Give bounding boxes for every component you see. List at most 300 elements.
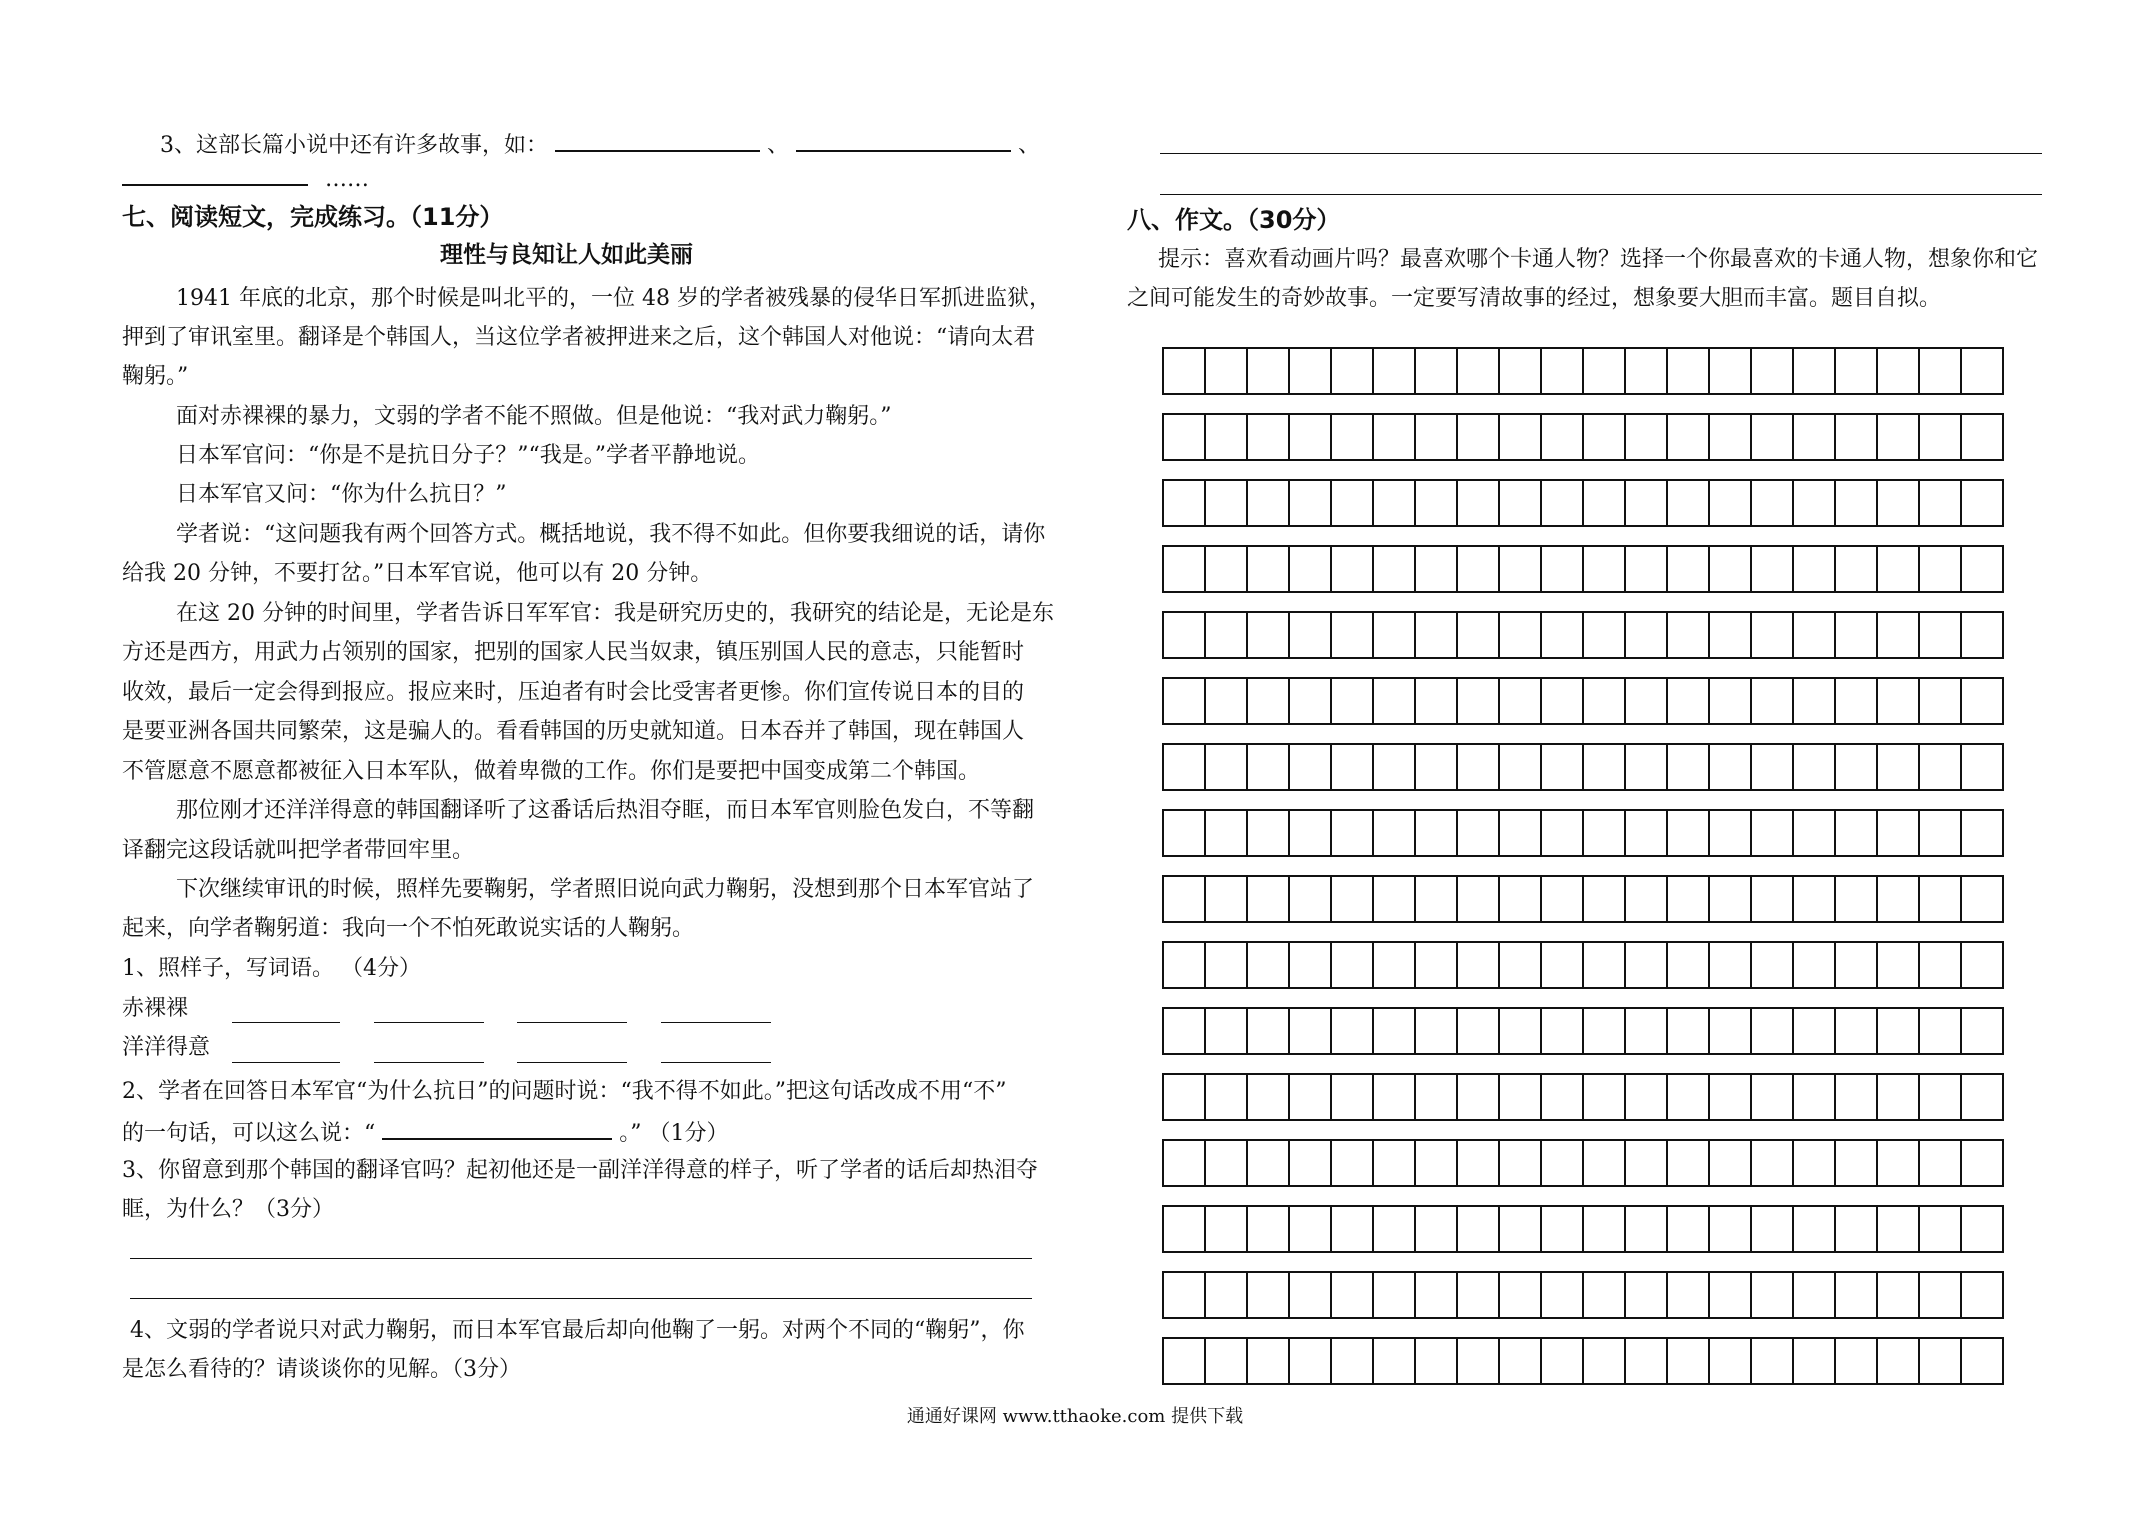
grid-cell[interactable] [1332, 943, 1374, 987]
grid-cell[interactable] [1542, 1273, 1584, 1317]
grid-cell[interactable] [1878, 349, 1920, 393]
grid-cell[interactable] [1878, 415, 1920, 459]
grid-cell[interactable] [1668, 811, 1710, 855]
grid-cell[interactable] [1248, 943, 1290, 987]
grid-cell[interactable] [1836, 1009, 1878, 1053]
grid-cell[interactable] [1416, 679, 1458, 723]
grid-cell[interactable] [1290, 1339, 1332, 1383]
grid-cell[interactable] [1920, 1141, 1962, 1185]
grid-cell[interactable] [1248, 349, 1290, 393]
grid-cell[interactable] [1164, 1207, 1206, 1251]
grid-cell[interactable] [1962, 415, 2004, 459]
grid-cell[interactable] [1668, 415, 1710, 459]
grid-cell[interactable] [1164, 1339, 1206, 1383]
grid-cell[interactable] [1962, 811, 2004, 855]
grid-cell[interactable] [1626, 679, 1668, 723]
grid-cell[interactable] [1164, 481, 1206, 525]
grid-cell[interactable] [1458, 1141, 1500, 1185]
grid-cell[interactable] [1962, 349, 2004, 393]
grid-cell[interactable] [1584, 1141, 1626, 1185]
grid-cell[interactable] [1542, 745, 1584, 789]
grid-cell[interactable] [1626, 1339, 1668, 1383]
grid-cell[interactable] [1668, 1207, 1710, 1251]
grid-cell[interactable] [1164, 943, 1206, 987]
grid-cell[interactable] [1752, 613, 1794, 657]
grid-cell[interactable] [1374, 679, 1416, 723]
grid-cell[interactable] [1584, 613, 1626, 657]
grid-cell[interactable] [1458, 679, 1500, 723]
grid-cell[interactable] [1500, 481, 1542, 525]
grid-cell[interactable] [1920, 415, 1962, 459]
grid-cell[interactable] [1500, 613, 1542, 657]
grid-cell[interactable] [1290, 745, 1332, 789]
grid-cell[interactable] [1752, 811, 1794, 855]
grid-cell[interactable] [1416, 415, 1458, 459]
grid-cell[interactable] [1206, 1009, 1248, 1053]
grid-cell[interactable] [1836, 481, 1878, 525]
answer-blank[interactable] [517, 1022, 627, 1023]
grid-cell[interactable] [1752, 1075, 1794, 1119]
grid-cell[interactable] [1500, 943, 1542, 987]
grid-cell[interactable] [1290, 1273, 1332, 1317]
grid-cell[interactable] [1836, 1339, 1878, 1383]
grid-cell[interactable] [1920, 481, 1962, 525]
grid-cell[interactable] [1206, 1141, 1248, 1185]
grid-cell[interactable] [1794, 1273, 1836, 1317]
grid-cell[interactable] [1794, 1009, 1836, 1053]
grid-cell[interactable] [1710, 745, 1752, 789]
grid-cell[interactable] [1752, 415, 1794, 459]
grid-cell[interactable] [1290, 1141, 1332, 1185]
grid-cell[interactable] [1248, 547, 1290, 591]
grid-cell[interactable] [1332, 1339, 1374, 1383]
grid-cell[interactable] [1164, 1075, 1206, 1119]
grid-cell[interactable] [1500, 679, 1542, 723]
grid-cell[interactable] [1752, 943, 1794, 987]
grid-cell[interactable] [1626, 1009, 1668, 1053]
grid-cell[interactable] [1920, 1339, 1962, 1383]
grid-cell[interactable] [1458, 349, 1500, 393]
grid-cell[interactable] [1206, 745, 1248, 789]
grid-cell[interactable] [1458, 1339, 1500, 1383]
grid-cell[interactable] [1668, 1075, 1710, 1119]
grid-cell[interactable] [1752, 481, 1794, 525]
grid-cell[interactable] [1206, 415, 1248, 459]
grid-cell[interactable] [1584, 481, 1626, 525]
grid-cell[interactable] [1962, 613, 2004, 657]
grid-cell[interactable] [1878, 745, 1920, 789]
grid-cell[interactable] [1626, 415, 1668, 459]
grid-cell[interactable] [1920, 349, 1962, 393]
grid-cell[interactable] [1332, 679, 1374, 723]
grid-cell[interactable] [1878, 547, 1920, 591]
answer-blank[interactable] [374, 1022, 484, 1023]
grid-cell[interactable] [1920, 811, 1962, 855]
grid-cell[interactable] [1332, 1009, 1374, 1053]
grid-cell[interactable] [1416, 349, 1458, 393]
grid-cell[interactable] [1794, 547, 1836, 591]
grid-cell[interactable] [1416, 547, 1458, 591]
answer-blank[interactable] [374, 1062, 484, 1063]
answer-blank[interactable] [555, 128, 760, 152]
grid-cell[interactable] [1416, 1141, 1458, 1185]
grid-cell[interactable] [1332, 1273, 1374, 1317]
grid-cell[interactable] [1920, 745, 1962, 789]
grid-cell[interactable] [1584, 745, 1626, 789]
grid-cell[interactable] [1584, 1273, 1626, 1317]
grid-cell[interactable] [1752, 547, 1794, 591]
grid-cell[interactable] [1164, 349, 1206, 393]
grid-cell[interactable] [1458, 1009, 1500, 1053]
grid-cell[interactable] [1416, 943, 1458, 987]
grid-cell[interactable] [1752, 679, 1794, 723]
grid-cell[interactable] [1752, 877, 1794, 921]
grid-cell[interactable] [1962, 1141, 2004, 1185]
grid-cell[interactable] [1752, 1207, 1794, 1251]
grid-cell[interactable] [1836, 1075, 1878, 1119]
grid-cell[interactable] [1500, 415, 1542, 459]
grid-cell[interactable] [1290, 1207, 1332, 1251]
grid-cell[interactable] [1416, 613, 1458, 657]
grid-cell[interactable] [1164, 745, 1206, 789]
grid-cell[interactable] [1710, 613, 1752, 657]
answer-blank[interactable] [661, 1062, 771, 1063]
grid-cell[interactable] [1542, 1339, 1584, 1383]
grid-cell[interactable] [1374, 1207, 1416, 1251]
grid-cell[interactable] [1458, 877, 1500, 921]
grid-cell[interactable] [1164, 679, 1206, 723]
grid-cell[interactable] [1962, 1075, 2004, 1119]
grid-cell[interactable] [1584, 1339, 1626, 1383]
grid-cell[interactable] [1332, 745, 1374, 789]
answer-blank[interactable] [382, 1116, 612, 1140]
grid-cell[interactable] [1206, 1339, 1248, 1383]
grid-cell[interactable] [1710, 481, 1752, 525]
grid-cell[interactable] [1878, 1339, 1920, 1383]
grid-cell[interactable] [1164, 613, 1206, 657]
grid-cell[interactable] [1374, 943, 1416, 987]
grid-cell[interactable] [1962, 877, 2004, 921]
grid-cell[interactable] [1248, 1075, 1290, 1119]
grid-cell[interactable] [1794, 613, 1836, 657]
grid-cell[interactable] [1248, 679, 1290, 723]
grid-cell[interactable] [1962, 943, 2004, 987]
grid-cell[interactable] [1584, 1075, 1626, 1119]
grid-cell[interactable] [1290, 1075, 1332, 1119]
grid-cell[interactable] [1542, 349, 1584, 393]
grid-cell[interactable] [1206, 481, 1248, 525]
grid-cell[interactable] [1206, 613, 1248, 657]
grid-cell[interactable] [1164, 1273, 1206, 1317]
grid-cell[interactable] [1248, 415, 1290, 459]
grid-cell[interactable] [1374, 1075, 1416, 1119]
grid-cell[interactable] [1164, 415, 1206, 459]
grid-cell[interactable] [1374, 481, 1416, 525]
grid-cell[interactable] [1542, 1075, 1584, 1119]
grid-cell[interactable] [1500, 1009, 1542, 1053]
grid-cell[interactable] [1164, 877, 1206, 921]
grid-cell[interactable] [1416, 1075, 1458, 1119]
grid-cell[interactable] [1416, 1339, 1458, 1383]
grid-cell[interactable] [1878, 679, 1920, 723]
grid-cell[interactable] [1164, 547, 1206, 591]
grid-cell[interactable] [1164, 1141, 1206, 1185]
grid-cell[interactable] [1584, 943, 1626, 987]
grid-cell[interactable] [1458, 1207, 1500, 1251]
grid-cell[interactable] [1920, 613, 1962, 657]
grid-cell[interactable] [1500, 811, 1542, 855]
grid-cell[interactable] [1584, 349, 1626, 393]
grid-cell[interactable] [1836, 1141, 1878, 1185]
grid-cell[interactable] [1584, 1009, 1626, 1053]
grid-cell[interactable] [1332, 547, 1374, 591]
grid-cell[interactable] [1458, 1273, 1500, 1317]
grid-cell[interactable] [1626, 613, 1668, 657]
grid-cell[interactable] [1248, 1339, 1290, 1383]
grid-cell[interactable] [1710, 943, 1752, 987]
grid-cell[interactable] [1668, 1141, 1710, 1185]
grid-cell[interactable] [1332, 1075, 1374, 1119]
answer-blank[interactable] [796, 128, 1011, 152]
grid-cell[interactable] [1668, 481, 1710, 525]
grid-cell[interactable] [1416, 811, 1458, 855]
grid-cell[interactable] [1668, 1009, 1710, 1053]
grid-cell[interactable] [1836, 415, 1878, 459]
grid-cell[interactable] [1374, 1273, 1416, 1317]
answer-blank[interactable] [232, 1062, 340, 1063]
grid-cell[interactable] [1542, 613, 1584, 657]
grid-cell[interactable] [1878, 1207, 1920, 1251]
grid-cell[interactable] [1416, 1207, 1458, 1251]
grid-cell[interactable] [1458, 415, 1500, 459]
grid-cell[interactable] [1374, 1009, 1416, 1053]
grid-cell[interactable] [1542, 1009, 1584, 1053]
grid-cell[interactable] [1752, 349, 1794, 393]
grid-cell[interactable] [1920, 1075, 1962, 1119]
grid-cell[interactable] [1710, 1075, 1752, 1119]
grid-cell[interactable] [1332, 481, 1374, 525]
grid-cell[interactable] [1836, 943, 1878, 987]
grid-cell[interactable] [1710, 1141, 1752, 1185]
grid-cell[interactable] [1206, 547, 1248, 591]
grid-cell[interactable] [1500, 1273, 1542, 1317]
grid-cell[interactable] [1794, 745, 1836, 789]
grid-cell[interactable] [1248, 877, 1290, 921]
grid-cell[interactable] [1248, 1141, 1290, 1185]
grid-cell[interactable] [1668, 613, 1710, 657]
grid-cell[interactable] [1584, 679, 1626, 723]
grid-cell[interactable] [1962, 547, 2004, 591]
grid-cell[interactable] [1794, 1075, 1836, 1119]
grid-cell[interactable] [1794, 1207, 1836, 1251]
grid-cell[interactable] [1962, 1273, 2004, 1317]
grid-cell[interactable] [1878, 1273, 1920, 1317]
grid-cell[interactable] [1836, 877, 1878, 921]
grid-cell[interactable] [1290, 349, 1332, 393]
grid-cell[interactable] [1878, 877, 1920, 921]
grid-cell[interactable] [1920, 1207, 1962, 1251]
grid-cell[interactable] [1878, 1141, 1920, 1185]
grid-cell[interactable] [1878, 811, 1920, 855]
grid-cell[interactable] [1374, 1339, 1416, 1383]
grid-cell[interactable] [1584, 877, 1626, 921]
answer-line[interactable] [1160, 153, 2042, 154]
grid-cell[interactable] [1962, 1207, 2004, 1251]
grid-cell[interactable] [1332, 877, 1374, 921]
grid-cell[interactable] [1626, 745, 1668, 789]
grid-cell[interactable] [1458, 481, 1500, 525]
grid-cell[interactable] [1500, 1075, 1542, 1119]
grid-cell[interactable] [1458, 547, 1500, 591]
grid-cell[interactable] [1500, 1141, 1542, 1185]
grid-cell[interactable] [1374, 547, 1416, 591]
grid-cell[interactable] [1752, 1339, 1794, 1383]
grid-cell[interactable] [1710, 1273, 1752, 1317]
grid-cell[interactable] [1752, 1009, 1794, 1053]
grid-cell[interactable] [1668, 943, 1710, 987]
grid-cell[interactable] [1794, 679, 1836, 723]
grid-cell[interactable] [1626, 943, 1668, 987]
answer-blank[interactable] [122, 162, 308, 186]
grid-cell[interactable] [1836, 811, 1878, 855]
grid-cell[interactable] [1836, 613, 1878, 657]
grid-cell[interactable] [1248, 1207, 1290, 1251]
grid-cell[interactable] [1920, 547, 1962, 591]
grid-cell[interactable] [1836, 547, 1878, 591]
grid-cell[interactable] [1962, 745, 2004, 789]
grid-cell[interactable] [1626, 481, 1668, 525]
grid-cell[interactable] [1710, 679, 1752, 723]
grid-cell[interactable] [1458, 943, 1500, 987]
grid-cell[interactable] [1878, 1009, 1920, 1053]
grid-cell[interactable] [1332, 415, 1374, 459]
grid-cell[interactable] [1626, 547, 1668, 591]
grid-cell[interactable] [1500, 547, 1542, 591]
grid-cell[interactable] [1836, 349, 1878, 393]
grid-cell[interactable] [1710, 811, 1752, 855]
grid-cell[interactable] [1206, 943, 1248, 987]
grid-cell[interactable] [1374, 811, 1416, 855]
grid-cell[interactable] [1542, 679, 1584, 723]
grid-cell[interactable] [1668, 679, 1710, 723]
grid-cell[interactable] [1542, 943, 1584, 987]
grid-cell[interactable] [1752, 745, 1794, 789]
grid-cell[interactable] [1290, 547, 1332, 591]
grid-cell[interactable] [1626, 1207, 1668, 1251]
grid-cell[interactable] [1332, 613, 1374, 657]
grid-cell[interactable] [1206, 877, 1248, 921]
answer-blank[interactable] [517, 1062, 627, 1063]
grid-cell[interactable] [1542, 547, 1584, 591]
grid-cell[interactable] [1542, 415, 1584, 459]
grid-cell[interactable] [1542, 481, 1584, 525]
grid-cell[interactable] [1290, 943, 1332, 987]
grid-cell[interactable] [1962, 1339, 2004, 1383]
grid-cell[interactable] [1374, 349, 1416, 393]
grid-cell[interactable] [1626, 1075, 1668, 1119]
grid-cell[interactable] [1290, 679, 1332, 723]
grid-cell[interactable] [1836, 679, 1878, 723]
grid-cell[interactable] [1248, 1009, 1290, 1053]
grid-cell[interactable] [1710, 1009, 1752, 1053]
grid-cell[interactable] [1290, 415, 1332, 459]
grid-cell[interactable] [1878, 481, 1920, 525]
grid-cell[interactable] [1290, 1009, 1332, 1053]
grid-cell[interactable] [1500, 745, 1542, 789]
grid-cell[interactable] [1710, 415, 1752, 459]
grid-cell[interactable] [1416, 1273, 1458, 1317]
grid-cell[interactable] [1794, 943, 1836, 987]
grid-cell[interactable] [1458, 1075, 1500, 1119]
grid-cell[interactable] [1374, 877, 1416, 921]
grid-cell[interactable] [1668, 349, 1710, 393]
grid-cell[interactable] [1164, 1009, 1206, 1053]
grid-cell[interactable] [1584, 547, 1626, 591]
grid-cell[interactable] [1878, 613, 1920, 657]
grid-cell[interactable] [1626, 1273, 1668, 1317]
grid-cell[interactable] [1458, 811, 1500, 855]
grid-cell[interactable] [1668, 877, 1710, 921]
grid-cell[interactable] [1794, 349, 1836, 393]
grid-cell[interactable] [1752, 1141, 1794, 1185]
grid-cell[interactable] [1920, 1273, 1962, 1317]
grid-cell[interactable] [1794, 877, 1836, 921]
grid-cell[interactable] [1332, 349, 1374, 393]
grid-cell[interactable] [1500, 877, 1542, 921]
grid-cell[interactable] [1920, 877, 1962, 921]
answer-line[interactable] [1160, 194, 2042, 195]
grid-cell[interactable] [1794, 1141, 1836, 1185]
grid-cell[interactable] [1500, 1339, 1542, 1383]
grid-cell[interactable] [1920, 943, 1962, 987]
grid-cell[interactable] [1164, 811, 1206, 855]
grid-cell[interactable] [1374, 613, 1416, 657]
grid-cell[interactable] [1626, 349, 1668, 393]
grid-cell[interactable] [1626, 811, 1668, 855]
grid-cell[interactable] [1458, 613, 1500, 657]
answer-line[interactable] [130, 1258, 1032, 1259]
grid-cell[interactable] [1584, 415, 1626, 459]
grid-cell[interactable] [1752, 1273, 1794, 1317]
grid-cell[interactable] [1416, 481, 1458, 525]
grid-cell[interactable] [1500, 1207, 1542, 1251]
grid-cell[interactable] [1668, 745, 1710, 789]
grid-cell[interactable] [1458, 745, 1500, 789]
grid-cell[interactable] [1710, 1339, 1752, 1383]
grid-cell[interactable] [1710, 349, 1752, 393]
grid-cell[interactable] [1374, 745, 1416, 789]
answer-blank[interactable] [661, 1022, 771, 1023]
answer-line[interactable] [130, 1298, 1032, 1299]
grid-cell[interactable] [1920, 1009, 1962, 1053]
grid-cell[interactable] [1290, 877, 1332, 921]
grid-cell[interactable] [1416, 1009, 1458, 1053]
grid-cell[interactable] [1332, 811, 1374, 855]
grid-cell[interactable] [1626, 1141, 1668, 1185]
grid-cell[interactable] [1248, 481, 1290, 525]
grid-cell[interactable] [1416, 745, 1458, 789]
grid-cell[interactable] [1920, 679, 1962, 723]
grid-cell[interactable] [1794, 481, 1836, 525]
grid-cell[interactable] [1206, 1273, 1248, 1317]
grid-cell[interactable] [1416, 877, 1458, 921]
grid-cell[interactable] [1794, 1339, 1836, 1383]
grid-cell[interactable] [1668, 1339, 1710, 1383]
grid-cell[interactable] [1962, 481, 2004, 525]
grid-cell[interactable] [1248, 613, 1290, 657]
grid-cell[interactable] [1374, 1141, 1416, 1185]
grid-cell[interactable] [1206, 1207, 1248, 1251]
